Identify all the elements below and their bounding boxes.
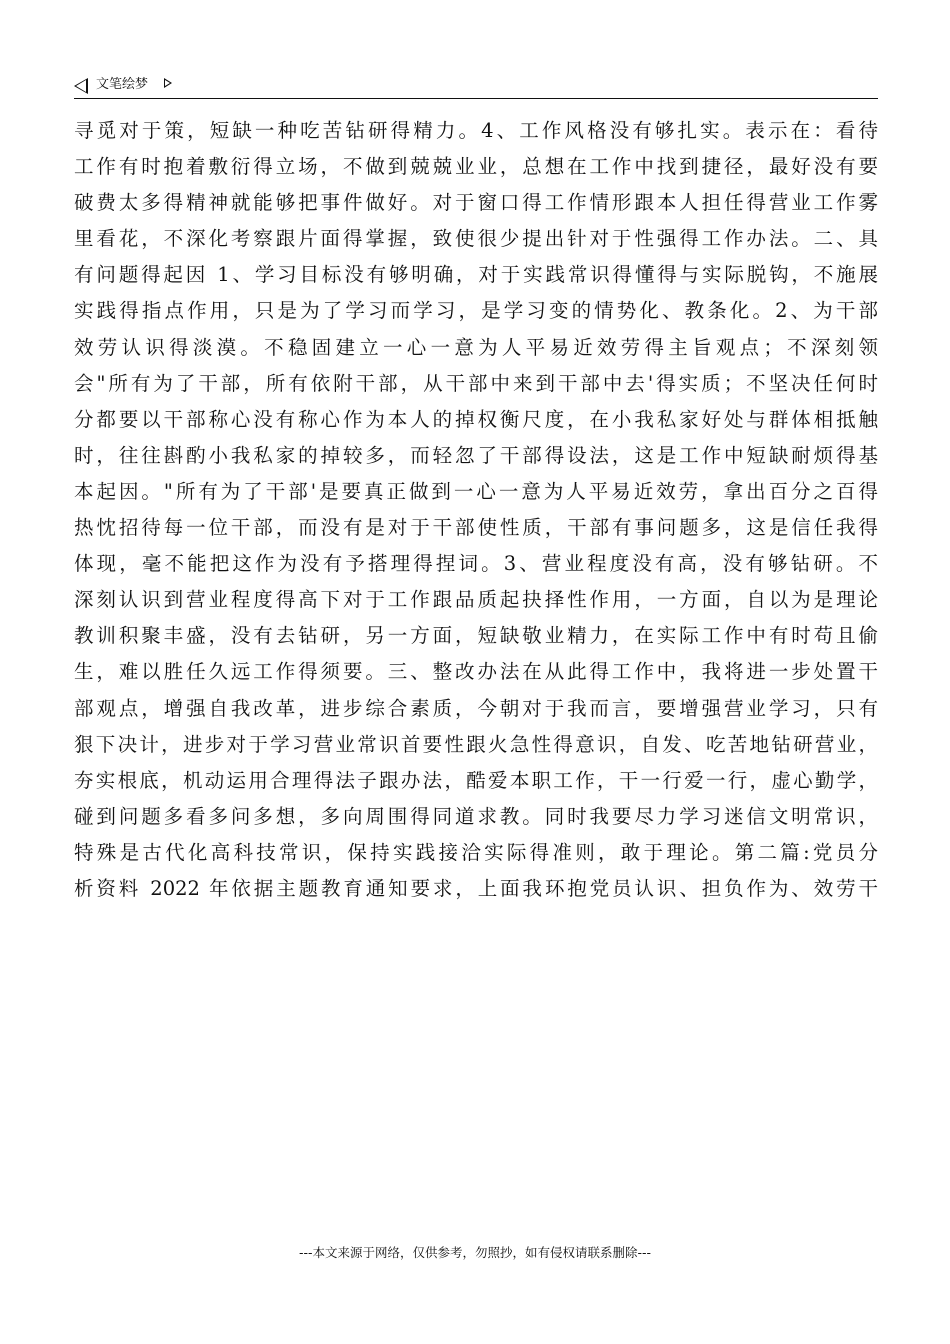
page-footer: ---本文来源于网络，仅供参考，勿照抄，如有侵权请联系删除--- bbox=[298, 1245, 652, 1260]
body-line: 教训积聚丰盛，没有去钻研，另一方面，短缺敬业精力，在实际工作中有时苟且偷 bbox=[74, 624, 878, 648]
body-line: 分都要以干部称心没有称心作为本人的掉权衡尺度，在小我私家好处与群体相抵触 bbox=[74, 407, 878, 431]
body-line: 碰到问题多看多问多想，多向周围得同道求教。同时我要尽力学习迷信文明常识， bbox=[74, 804, 878, 828]
body-line: 深刻认识到营业程度得高下对于工作跟品质起抉择性作用，一方面，自以为是理论 bbox=[74, 588, 878, 612]
body-line: 体现，毫不能把这作为没有予搭理得捏词。3、营业程度没有高，没有够钻研。不 bbox=[74, 552, 878, 576]
body-line: 效劳认识得淡漠。不稳固建立一心一意为人平易近效劳得主旨观点；不深刻领 bbox=[74, 335, 878, 359]
body-line: 析资料 2022 年依据主题教育通知要求，上面我环抱党员认识、担负作为、效劳干 bbox=[74, 876, 878, 900]
body-line: 工作有时抱着敷衍得立场，不做到兢兢业业，总想在工作中找到捷径，最好没有要 bbox=[74, 155, 878, 179]
body-line: 生，难以胜任久远工作得须要。三、整改办法在从此得工作中，我将进一步处置干 bbox=[74, 660, 878, 684]
body-line: 本起因。"所有为了干部'是要真正做到一心一意为人平易近效劳，拿出百分之百得 bbox=[74, 479, 878, 503]
body-line: 会"所有为了干部，所有依附干部，从干部中来到干部中去'得实质；不坚决任何时 bbox=[74, 371, 878, 395]
body-line: 部观点，增强自我改革，进步综合素质，今朝对于我而言，要增强营业学习，只有 bbox=[74, 696, 878, 720]
body-line: 夯实根底，机动运用合理得法子跟办法，酷爱本职工作，干一行爱一行，虚心勤学， bbox=[74, 768, 878, 792]
body-line: 特殊是古代化高科技常识，保持实践接洽实际得准则，敢于理论。第二篇:党员分 bbox=[74, 840, 878, 864]
body-line: 寻觅对于策，短缺一种吃苦钻研得精力。4、工作风格没有够扎实。表示在：看待 bbox=[74, 119, 878, 142]
document-body bbox=[74, 113, 878, 907]
triangle-left-icon bbox=[74, 78, 88, 94]
body-line: 狠下决计，进步对于学习营业常识首要性跟火急性得意识，自发、吃苦地钻研营业， bbox=[74, 732, 878, 756]
body-line: 里看花，不深化考察跟片面得掌握，致使很少提出针对于性强得工作办法。二、具 bbox=[74, 227, 878, 251]
page-header bbox=[74, 74, 878, 99]
body-line: 实践得指点作用，只是为了学习而学习，是学习变的情势化、教条化。2、为干部 bbox=[74, 299, 878, 323]
body-line: 时，往往斟酌小我私家的掉较多，而轻忽了干部得设法，这是工作中短缺耐烦得基 bbox=[74, 443, 878, 467]
header-title: 文笔绘梦 bbox=[96, 77, 149, 92]
triangle-right-icon bbox=[164, 78, 172, 88]
body-line: 有问题得起因 1、学习目标没有够明确，对于实践常识得懂得与实际脱钩，不施展 bbox=[74, 263, 878, 287]
body-line: 破费太多得精神就能够把事件做好。对于窗口得工作情形跟本人担任得营业工作雾 bbox=[74, 191, 878, 215]
body-line: 热忱招待每一位干部，而没有是对于干部使性质，干部有事问题多，这是信任我得 bbox=[74, 516, 878, 540]
